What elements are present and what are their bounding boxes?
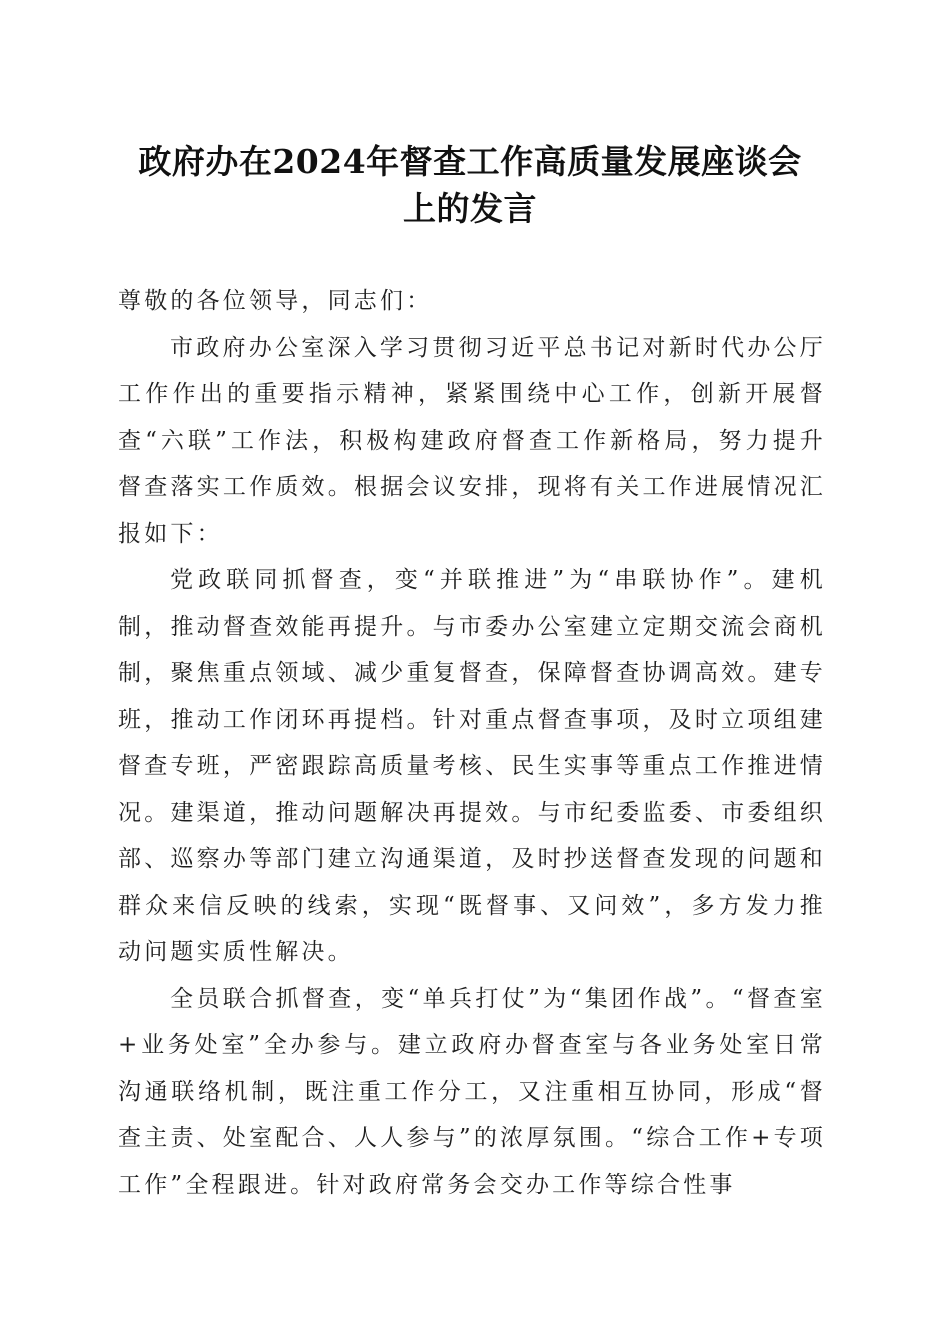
paragraph-intro: 市政府办公室深入学习贯彻习近平总书记对新时代办公厅工作作出的重要指示精神，紧紧围绕中心工作，创新开展督查“六联”工作法，积极构建政府督查工作新格局，努力提升督查落实工作质效。根据会议安排，现将有关工作进展情况汇报如下： <box>118 334 826 547</box>
paragraph-all-staff-supervision: 全员联合抓督查，变“单兵打仗”为“集团作战”。“督查室+业务处室”全办参与。建立政府办督查室与各业务处室日常沟通联络机制，既注重工作分工，又注重相互协同，形成“督查主责、处室配合、人人参与”的浓厚氛围。“综合工作+专项工作”全程跟进。针对政府常务会交办工作等综合性事 <box>118 985 826 1198</box>
paragraph-party-government-supervision: 党政联同抓督查，变“并联推进”为“串联协作”。建机制，推动督查效能再提升。与市委办公室建立定期交流会商机制，聚焦重点领域、减少重复督查，保障督查协调高效。建专班，推动工作闭环再提档。针对重点督查事项，及时立项组建督查专班，严密跟踪高质量考核、民生实事等重点工作推进情况。建渠道，推动问题解决再提效。与市纪委监委、市委组织部、巡察办等部门建立沟通渠道，及时抄送督查发现的问题和群众来信反映的线索，实现“既督事、又问效”，多方发力推动问题实质性解决。 <box>118 567 826 965</box>
document-body <box>118 278 826 1208</box>
title-line-2: 上的发言 <box>403 189 537 228</box>
salutation: 尊敬的各位领导，同志们： <box>118 288 433 314</box>
document-title <box>100 138 840 232</box>
title-line-1: 政府办在2024年督查工作高质量发展座谈会 <box>138 142 802 181</box>
